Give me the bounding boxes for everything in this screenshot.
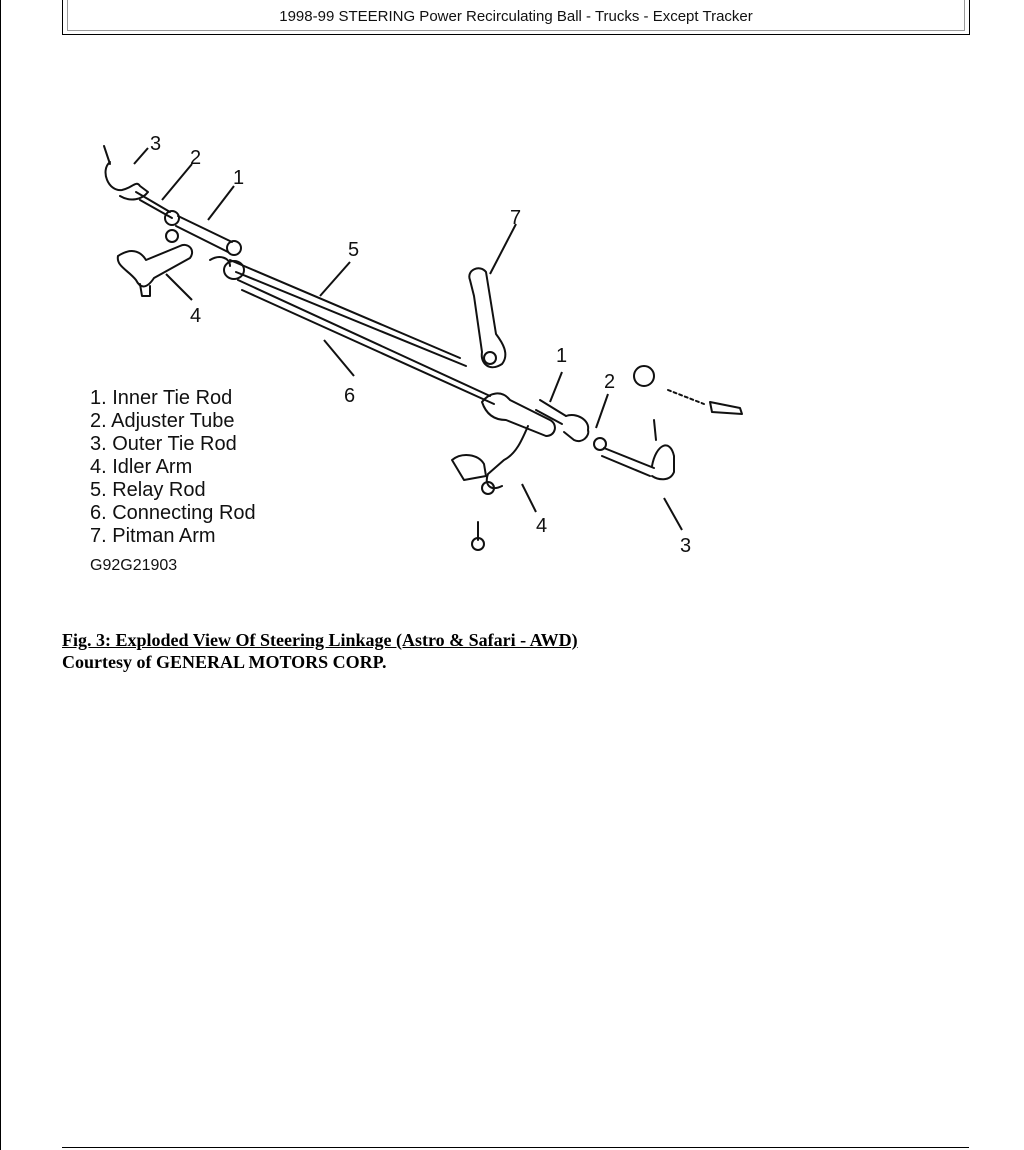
left-outer-tie-rod-stud <box>104 146 110 164</box>
leader-left-inner-tie-rod <box>208 186 234 220</box>
right-outer-tie-rod-stud <box>654 420 656 440</box>
callout-left-inner-tie-rod: 1 <box>233 167 245 189</box>
page-header-inner <box>67 0 965 31</box>
page-left-border <box>0 0 1 1150</box>
right-outer-tie-rod-shaft <box>602 448 654 476</box>
right-idler-support <box>487 426 528 488</box>
callout-right-idler-arm: 4 <box>536 515 548 537</box>
leader-right-inner-tie-rod <box>550 372 562 402</box>
callout-right-inner-tie-rod: 1 <box>556 345 568 367</box>
legend-item-connecting-rod: 6. Connecting Rod <box>90 502 256 524</box>
figure-caption-title: Fig. 3: Exploded View Of Steering Linkage (Astro & Safari - AWD) <box>62 630 578 650</box>
leader-connecting-rod <box>324 340 354 376</box>
relay-rod <box>230 260 466 366</box>
left-inner-tie-rod <box>176 216 232 252</box>
legend-item-adjuster-tube: 2. Adjuster Tube <box>90 410 235 432</box>
right-adjuster-tube <box>564 415 588 441</box>
left-inner-tie-rod-joint <box>227 241 241 255</box>
figure-caption <box>62 629 578 673</box>
leader-left-adjuster <box>162 164 192 200</box>
leader-relay-rod <box>320 262 350 296</box>
callout-left-idler-arm: 4 <box>190 305 202 327</box>
relay-rod-left-eye <box>224 261 244 279</box>
pitman-arm-joint <box>484 352 496 364</box>
callout-right-outer-tie-rod: 3 <box>680 535 692 557</box>
castle-nut <box>634 366 654 386</box>
leader-right-outer-tie-rod <box>664 498 682 530</box>
figure-caption-courtesy: Courtesy of GENERAL MOTORS CORP. <box>62 652 387 672</box>
callout-leaders <box>134 148 682 530</box>
left-idler-bushing <box>166 230 178 242</box>
callout-left-adjuster: 2 <box>190 147 202 169</box>
connecting-rod <box>238 280 494 404</box>
cotter-pin-path <box>668 390 704 404</box>
figure-legend <box>90 387 256 547</box>
steering-linkage-diagram <box>70 120 790 590</box>
figure-code: G92G21903 <box>90 557 178 574</box>
page-header-title: 1998-99 STEERING Power Recirculating Ball - Trucks - Except Tracker <box>279 7 753 25</box>
legend-item-outer-tie-rod: 3. Outer Tie Rod <box>90 433 237 455</box>
legend-item-pitman-arm: 7. Pitman Arm <box>90 525 216 547</box>
leader-right-adjuster <box>596 394 608 428</box>
leader-left-outer-tie-rod <box>134 148 148 164</box>
left-idler-arm <box>118 245 192 287</box>
callout-relay-rod: 5 <box>348 239 360 261</box>
page-footer-rule <box>62 1147 969 1148</box>
leader-pitman-arm <box>490 224 516 274</box>
legend-item-relay-rod: 5. Relay Rod <box>90 479 206 501</box>
right-outer-tie-rod-end <box>652 445 674 479</box>
legend-item-idler-arm: 4. Idler Arm <box>90 456 193 478</box>
callout-pitman-arm: 7 <box>510 207 522 229</box>
leader-right-idler-arm <box>522 484 536 512</box>
callout-connecting-rod: 6 <box>344 385 356 407</box>
callout-right-adjuster: 2 <box>604 371 616 393</box>
right-idler-bracket <box>452 455 486 480</box>
cotter-pin <box>710 402 742 414</box>
steering-linkage-figure <box>70 120 790 590</box>
leader-left-idler-arm <box>166 274 192 300</box>
legend-item-inner-tie-rod: 1. Inner Tie Rod <box>90 387 233 409</box>
callout-left-outer-tie-rod: 3 <box>150 133 162 155</box>
page-header <box>62 0 970 35</box>
left-outer-tie-rod-end <box>106 162 148 199</box>
